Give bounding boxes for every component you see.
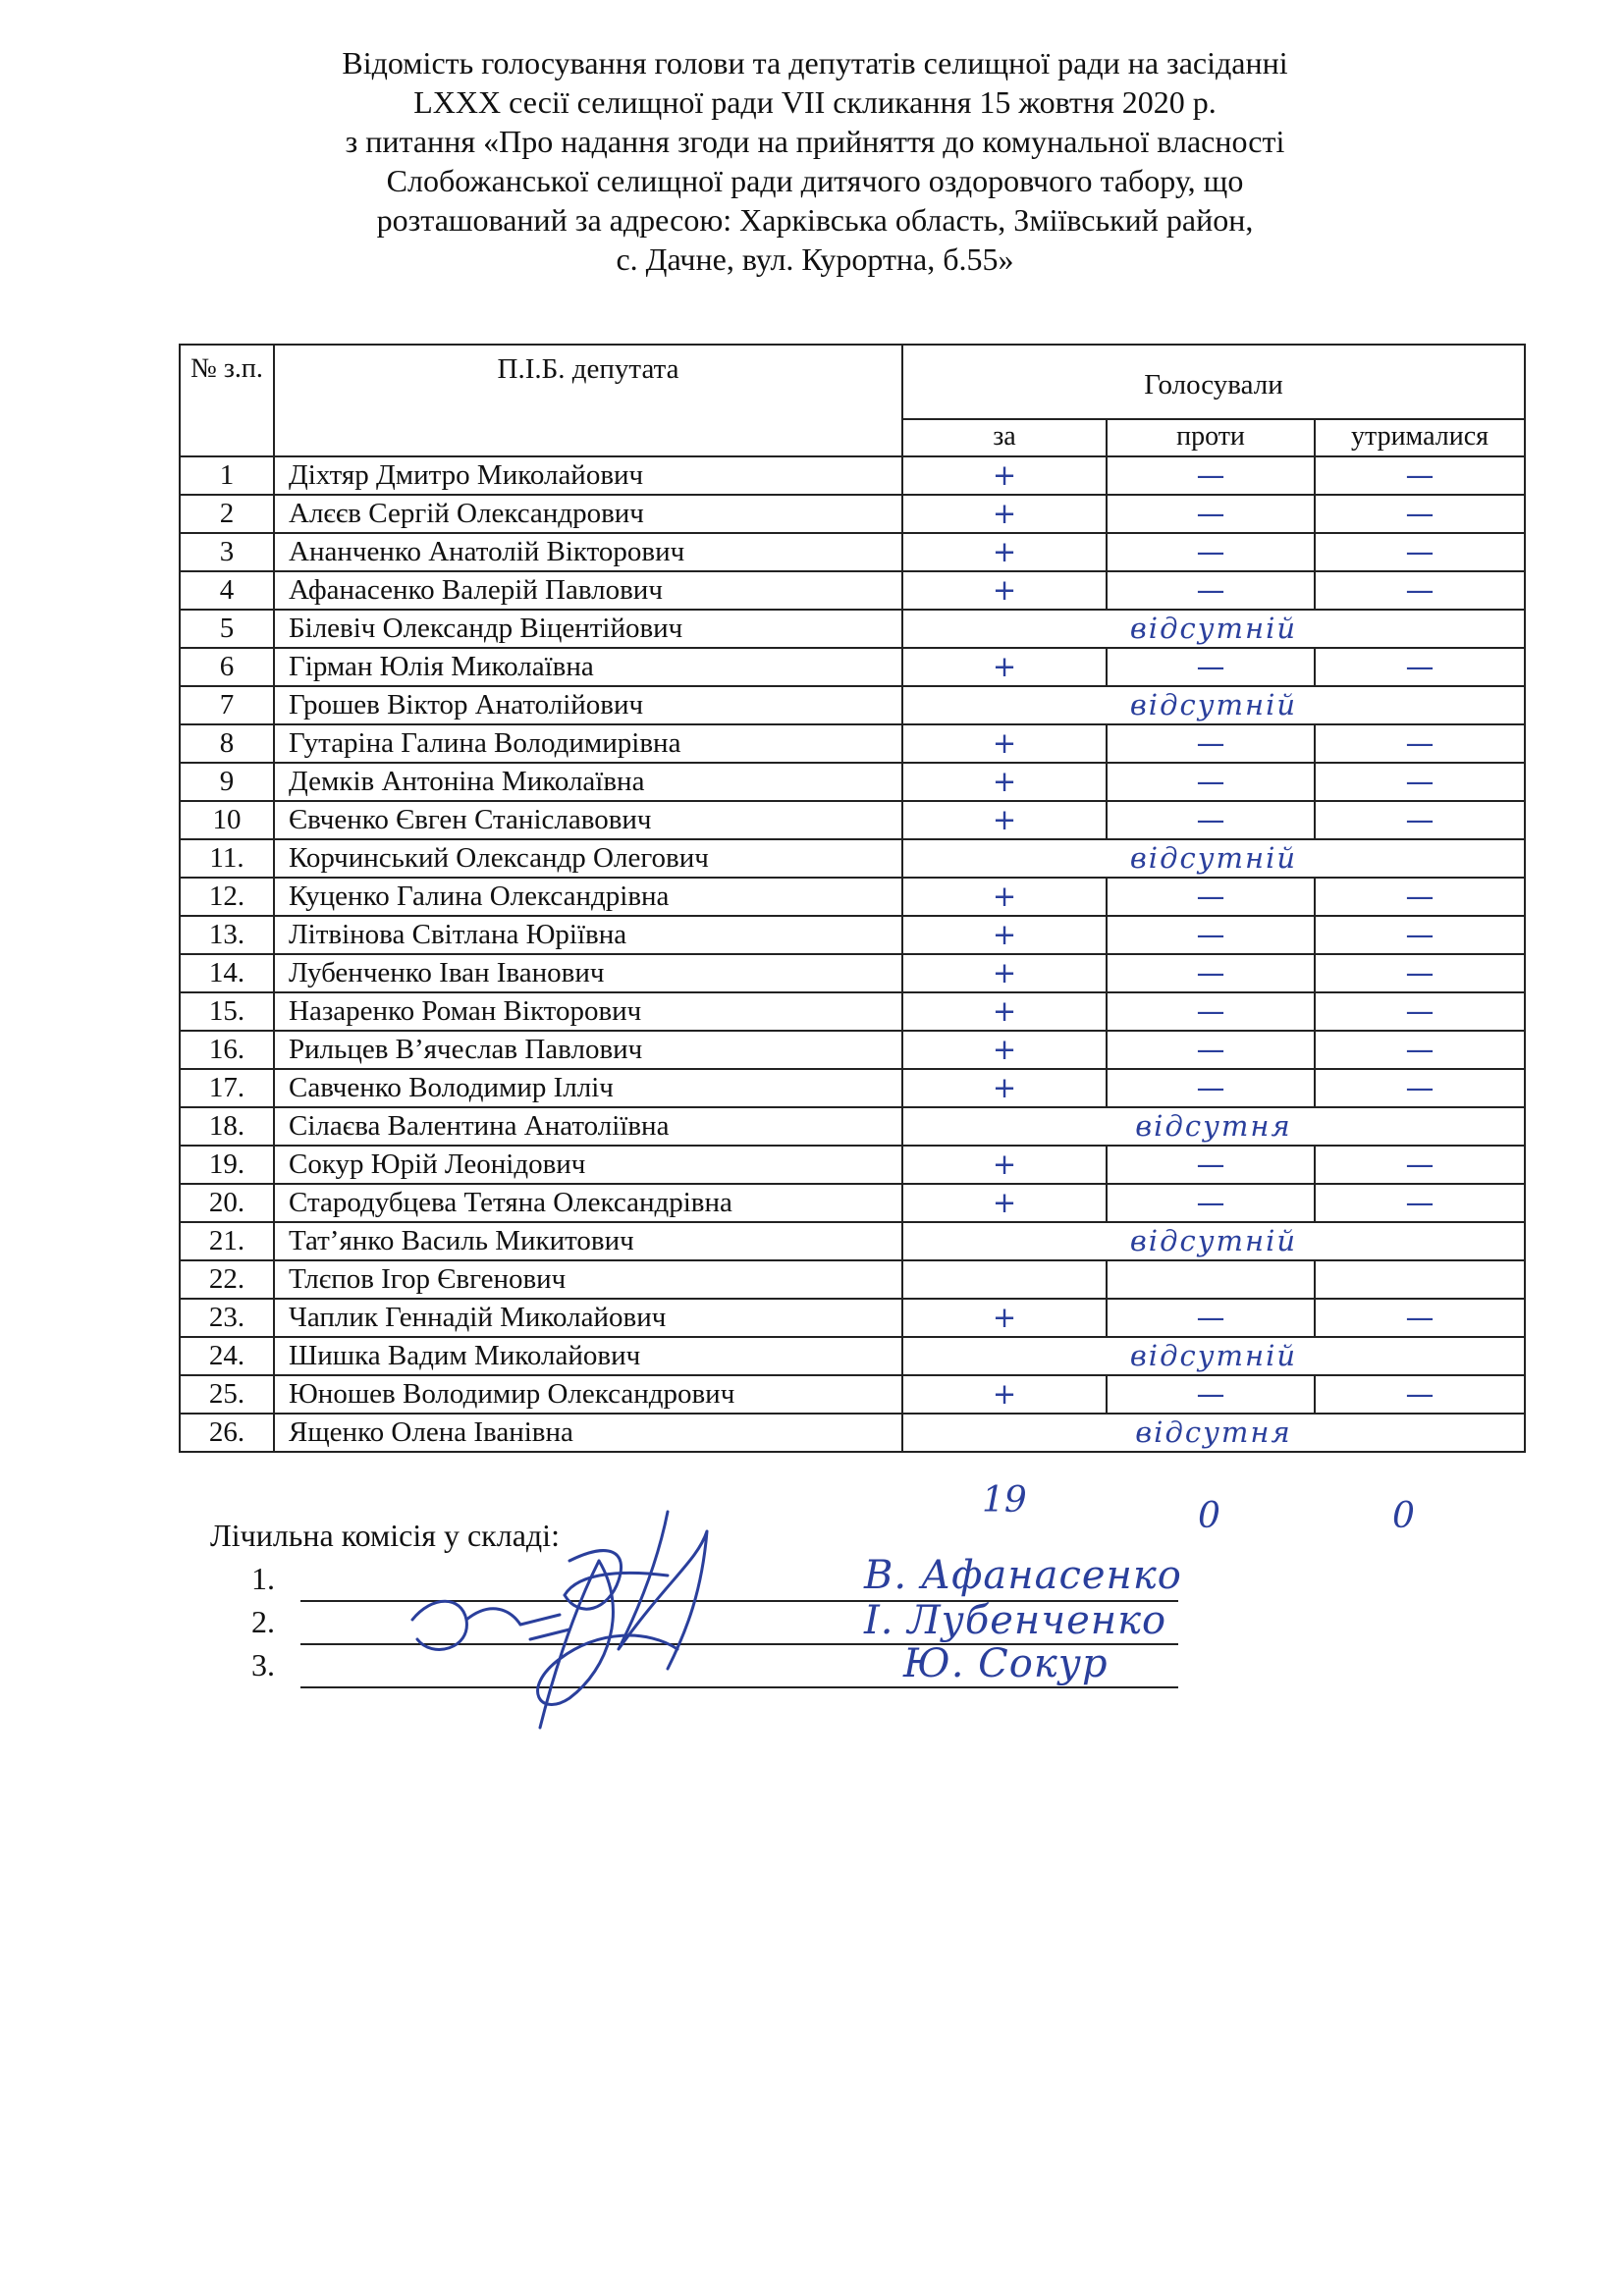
row-number: 19. [180, 1146, 274, 1184]
vote-for: + [902, 954, 1107, 992]
table-row [180, 1337, 1525, 1375]
deputy-name: Стародубцева Тетяна Олександрівна [274, 1184, 902, 1222]
table-row [180, 1146, 1525, 1184]
table-row [180, 724, 1525, 763]
voting-rows [180, 456, 1525, 1452]
vote-abstain: — [1315, 533, 1525, 571]
vote-abstain: — [1315, 724, 1525, 763]
vote-against: — [1107, 1299, 1315, 1337]
document-header [196, 43, 1434, 279]
table-row [180, 648, 1525, 686]
absent-mark: відсутній [902, 839, 1525, 878]
deputy-name: Корчинський Олександр Олегович [274, 839, 902, 878]
table-row [180, 878, 1525, 916]
vote-against: — [1107, 1069, 1315, 1107]
signature-scribble-3 [538, 1561, 677, 1728]
total-for: 19 [982, 1480, 1027, 1521]
vote-abstain: — [1315, 801, 1525, 839]
vote-against: — [1107, 1031, 1315, 1069]
vote-for: + [902, 763, 1107, 801]
row-number: 14. [180, 954, 274, 992]
vote-for: + [902, 1375, 1107, 1414]
vote-abstain: — [1315, 456, 1525, 495]
table-row [180, 533, 1525, 571]
table-row [180, 686, 1525, 724]
row-number: 6 [180, 648, 274, 686]
deputy-name: Демків Антоніна Миколаївна [274, 763, 902, 801]
row-number: 20. [180, 1184, 274, 1222]
vote-for: + [902, 533, 1107, 571]
absent-mark: відсутній [902, 610, 1525, 648]
vote-against: — [1107, 571, 1315, 610]
vote-for: + [902, 1299, 1107, 1337]
member-name-2: І. Лубенченко [864, 1598, 1167, 1643]
deputy-name: Ященко Олена Іванівна [274, 1414, 902, 1452]
row-number: 15. [180, 992, 274, 1031]
row-number: 23. [180, 1299, 274, 1337]
header-line-2: LXXX сесії селищної ради VII скликання 15 жовтня 2020 р. [413, 84, 1217, 120]
col-name-header: П.І.Б. депутата [274, 345, 902, 456]
col-num-header: № з.п. [180, 345, 274, 456]
member-name-3: Ю. Сокур [903, 1641, 1109, 1686]
vote-for: + [902, 878, 1107, 916]
deputy-name: Чаплик Геннадій Миколайович [274, 1299, 902, 1337]
row-number: 8 [180, 724, 274, 763]
vote-against [1107, 1260, 1315, 1299]
absent-mark: відсутня [902, 1107, 1525, 1146]
deputy-name: Ананченко Анатолій Вікторович [274, 533, 902, 571]
vote-against: — [1107, 916, 1315, 954]
absent-mark: відсутній [902, 1337, 1525, 1375]
row-number: 10 [180, 801, 274, 839]
deputy-name: Куценко Галина Олександрівна [274, 878, 902, 916]
row-number: 17. [180, 1069, 274, 1107]
row-number: 25. [180, 1375, 274, 1414]
vote-against: — [1107, 1146, 1315, 1184]
col-for-header: за [902, 419, 1107, 456]
absent-mark: відсутній [902, 1222, 1525, 1260]
vote-abstain [1315, 1260, 1525, 1299]
vote-abstain: — [1315, 1031, 1525, 1069]
row-number: 22. [180, 1260, 274, 1299]
table-row [180, 1414, 1525, 1452]
vote-for [902, 1260, 1107, 1299]
vote-against: — [1107, 992, 1315, 1031]
deputy-name: Тат’янко Василь Микитович [274, 1222, 902, 1260]
vote-against: — [1107, 533, 1315, 571]
handwritten-signatures [373, 1502, 884, 1737]
table-row [180, 992, 1525, 1031]
deputy-name: Алєєв Сергій Олександрович [274, 495, 902, 533]
vote-against: — [1107, 801, 1315, 839]
member-num-2: 2. [251, 1604, 275, 1639]
total-abstain: 0 [1392, 1496, 1415, 1536]
deputy-name: Грошев Віктор Анатолійович [274, 686, 902, 724]
row-number: 2 [180, 495, 274, 533]
table-row [180, 1299, 1525, 1337]
vote-against: — [1107, 1184, 1315, 1222]
vote-against: — [1107, 456, 1315, 495]
header-line-5: розташований за адресою: Харківська область, Зміївський район, [376, 202, 1254, 238]
vote-for: + [902, 571, 1107, 610]
vote-for: + [902, 916, 1107, 954]
row-number: 9 [180, 763, 274, 801]
deputy-name: Сокур Юрій Леонідович [274, 1146, 902, 1184]
table-row [180, 1069, 1525, 1107]
vote-abstain: — [1315, 1146, 1525, 1184]
vote-against: — [1107, 724, 1315, 763]
absent-mark: відсутня [902, 1414, 1525, 1452]
row-number: 5 [180, 610, 274, 648]
col-voted-header: Голосували [902, 345, 1525, 419]
table-row [180, 1107, 1525, 1146]
row-number: 13. [180, 916, 274, 954]
vote-abstain: — [1315, 571, 1525, 610]
commission-label: Лічильна комісія у складі: [210, 1518, 560, 1553]
row-number: 7 [180, 686, 274, 724]
vote-against: — [1107, 1375, 1315, 1414]
row-number: 21. [180, 1222, 274, 1260]
vote-abstain: — [1315, 954, 1525, 992]
table-row [180, 801, 1525, 839]
signature-scribble-2 [412, 1601, 569, 1649]
total-against: 0 [1198, 1496, 1220, 1536]
deputy-name: Лубенченко Іван Іванович [274, 954, 902, 992]
vote-for: + [902, 1146, 1107, 1184]
vote-for: + [902, 724, 1107, 763]
table-row [180, 610, 1525, 648]
table-row [180, 571, 1525, 610]
table-row [180, 763, 1525, 801]
deputy-name: Шишка Вадим Миколайович [274, 1337, 902, 1375]
vote-for: + [902, 801, 1107, 839]
vote-abstain: — [1315, 648, 1525, 686]
member-num-3: 3. [251, 1647, 275, 1682]
vote-for: + [902, 1069, 1107, 1107]
row-number: 16. [180, 1031, 274, 1069]
deputy-name: Літвінова Світлана Юріївна [274, 916, 902, 954]
vote-abstain: — [1315, 495, 1525, 533]
deputy-name: Діхтяр Дмитро Миколайович [274, 456, 902, 495]
deputy-name: Юношев Володимир Олександрович [274, 1375, 902, 1414]
table-row [180, 1260, 1525, 1299]
voting-table [179, 344, 1526, 1453]
vote-against: — [1107, 954, 1315, 992]
row-number: 11. [180, 839, 274, 878]
vote-abstain: — [1315, 992, 1525, 1031]
deputy-name: Савченко Володимир Ілліч [274, 1069, 902, 1107]
vote-for: + [902, 1184, 1107, 1222]
vote-against: — [1107, 878, 1315, 916]
row-number: 1 [180, 456, 274, 495]
row-number: 4 [180, 571, 274, 610]
deputy-name: Назаренко Роман Вікторович [274, 992, 902, 1031]
vote-abstain: — [1315, 916, 1525, 954]
vote-for: + [902, 456, 1107, 495]
table-row [180, 839, 1525, 878]
header-line-6: с. Дачне, вул. Курортна, б.55» [616, 241, 1014, 277]
vote-against: — [1107, 495, 1315, 533]
row-number: 3 [180, 533, 274, 571]
deputy-name: Рильцев В’ячеслав Павлович [274, 1031, 902, 1069]
vote-for: + [902, 648, 1107, 686]
table-row [180, 1031, 1525, 1069]
header-line-1: Відомість голосування голови та депутатів селищної ради на засіданні [342, 45, 1288, 80]
table-row [180, 1222, 1525, 1260]
vote-for: + [902, 495, 1107, 533]
deputy-name: Євченко Євген Станіславович [274, 801, 902, 839]
vote-abstain: — [1315, 1375, 1525, 1414]
deputy-name: Гутаріна Галина Володимирівна [274, 724, 902, 763]
vote-for: + [902, 1031, 1107, 1069]
header-line-4: Слобожанської селищної ради дитячого оздоровчого табору, що [386, 163, 1244, 198]
deputy-name: Тлєпов Ігор Євгенович [274, 1260, 902, 1299]
member-name-1: В. Афанасенко [864, 1553, 1182, 1598]
deputy-name: Білевіч Олександр Віцентійович [274, 610, 902, 648]
vote-against: — [1107, 648, 1315, 686]
deputy-name: Гірман Юлія Миколаївна [274, 648, 902, 686]
vote-abstain: — [1315, 1299, 1525, 1337]
table-row [180, 954, 1525, 992]
col-abstain-header: утрималися [1315, 419, 1525, 456]
table-row [180, 456, 1525, 495]
row-number: 12. [180, 878, 274, 916]
vote-for: + [902, 992, 1107, 1031]
row-number: 18. [180, 1107, 274, 1146]
table-row [180, 916, 1525, 954]
deputy-name: Афанасенко Валерій Павлович [274, 571, 902, 610]
absent-mark: відсутній [902, 686, 1525, 724]
row-number: 24. [180, 1337, 274, 1375]
table-row [180, 495, 1525, 533]
row-number: 26. [180, 1414, 274, 1452]
member-num-1: 1. [251, 1561, 275, 1596]
vote-against: — [1107, 763, 1315, 801]
table-row [180, 1184, 1525, 1222]
vote-abstain: — [1315, 1184, 1525, 1222]
col-against-header: проти [1107, 419, 1315, 456]
deputy-name: Сілаєва Валентина Анатоліївна [274, 1107, 902, 1146]
vote-abstain: — [1315, 878, 1525, 916]
table-row [180, 1375, 1525, 1414]
vote-abstain: — [1315, 1069, 1525, 1107]
header-line-3: з питання «Про надання згоди на прийняття до комунальної власності [345, 124, 1285, 159]
vote-abstain: — [1315, 763, 1525, 801]
